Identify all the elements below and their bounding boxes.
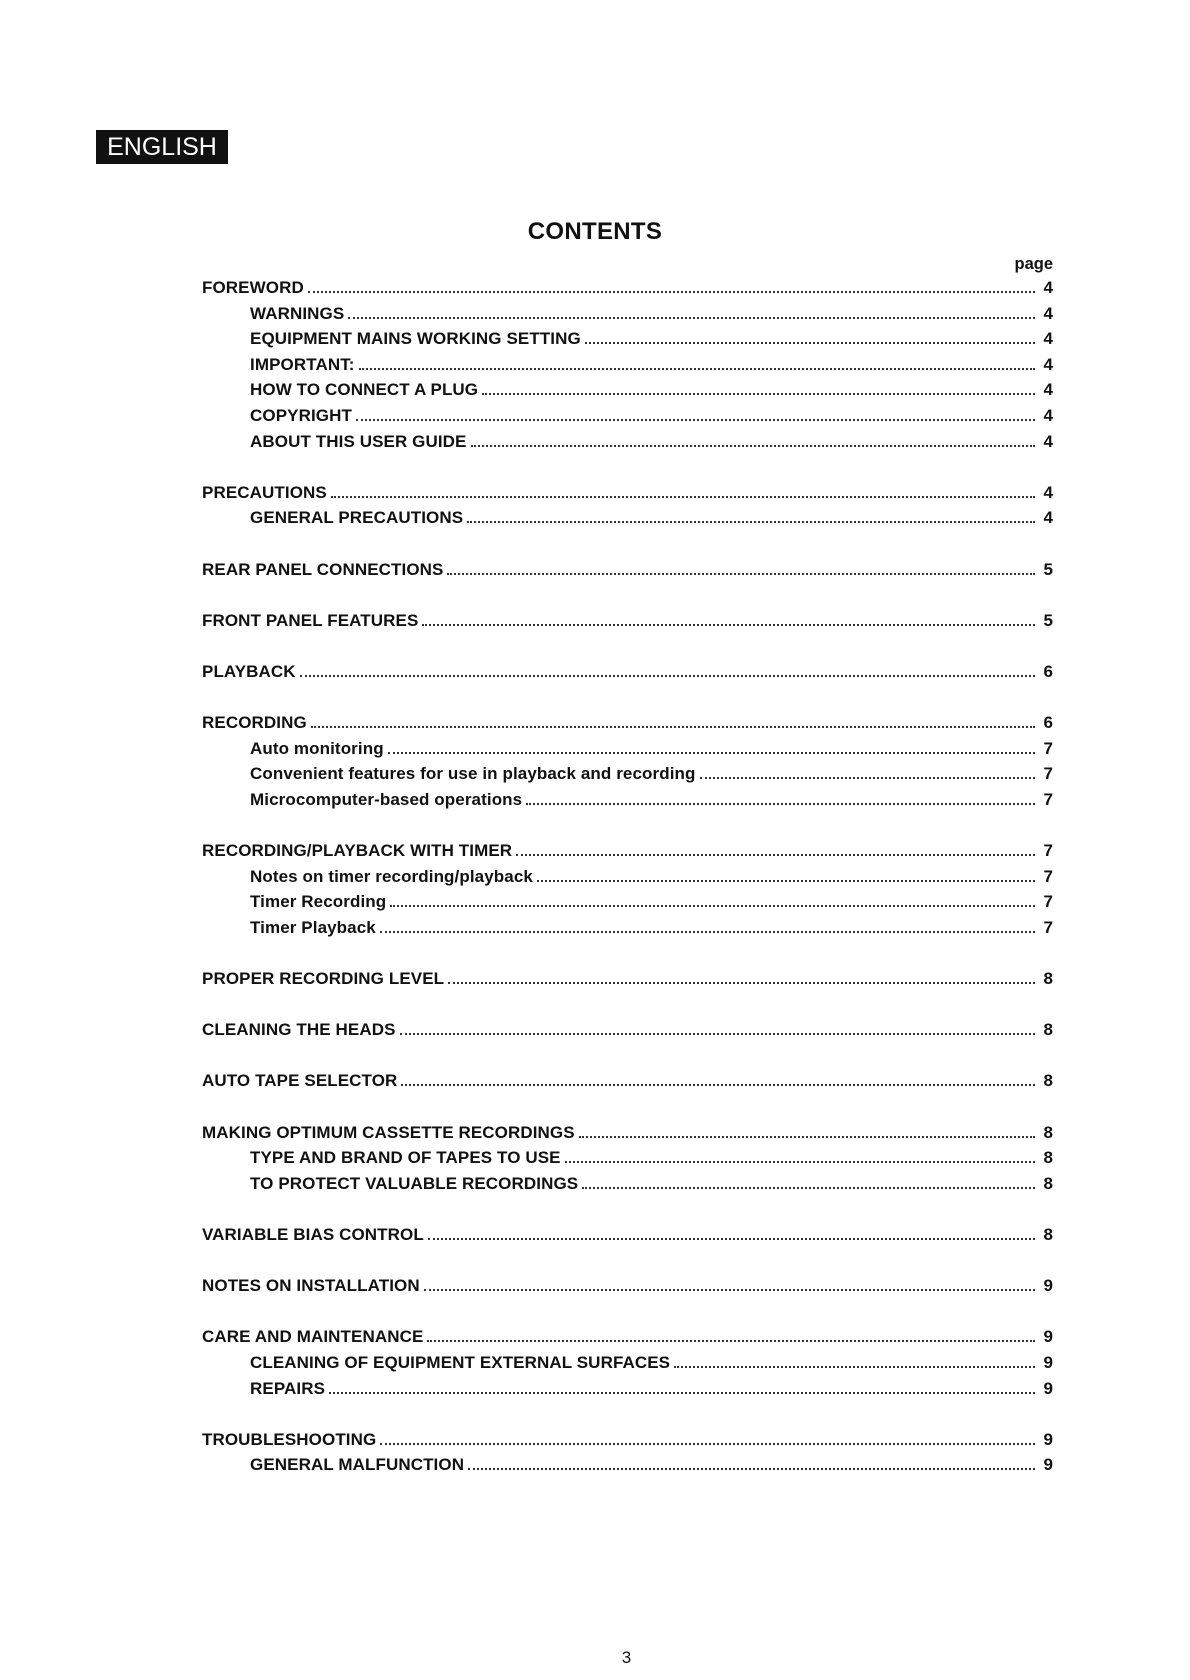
toc-entry[interactable] bbox=[202, 560, 1053, 586]
toc-spacer bbox=[202, 815, 1053, 841]
toc-entry-label: Timer Recording bbox=[250, 892, 387, 912]
toc-entry-page: 4 bbox=[1043, 482, 1053, 502]
toc-entry-label: AUTO TAPE SELECTOR bbox=[202, 1071, 398, 1091]
toc-entry-page: 9 bbox=[1043, 1455, 1053, 1475]
toc-entry-label: Timer Playback bbox=[250, 917, 376, 937]
toc-entry[interactable] bbox=[202, 1430, 1053, 1456]
toc-entry-page: 8 bbox=[1043, 1122, 1053, 1142]
toc-entry[interactable] bbox=[202, 1123, 1053, 1149]
toc-entry-label: FRONT PANEL FEATURES bbox=[202, 610, 419, 630]
toc-subentry[interactable] bbox=[202, 1353, 1053, 1379]
toc-subentry[interactable] bbox=[202, 1148, 1053, 1174]
dot-leader bbox=[700, 777, 1035, 779]
toc-entry-label: Auto monitoring bbox=[250, 738, 384, 758]
dot-leader bbox=[471, 445, 1035, 447]
dot-leader bbox=[424, 1289, 1035, 1291]
toc-spacer bbox=[202, 534, 1053, 560]
toc-entry-label: NOTES ON INSTALLATION bbox=[202, 1276, 420, 1296]
toc-subentry[interactable] bbox=[202, 739, 1053, 765]
dot-leader bbox=[537, 880, 1035, 882]
toc-entry[interactable] bbox=[202, 1276, 1053, 1302]
toc-entry[interactable] bbox=[202, 483, 1053, 509]
toc-entry-page: 4 bbox=[1043, 354, 1053, 374]
dot-leader bbox=[359, 368, 1035, 370]
dot-leader bbox=[467, 521, 1035, 523]
dot-leader bbox=[380, 1443, 1035, 1445]
dot-leader bbox=[585, 342, 1035, 344]
toc-entry[interactable] bbox=[202, 278, 1053, 304]
toc-entry[interactable] bbox=[202, 841, 1053, 867]
toc-subentry[interactable] bbox=[202, 1455, 1053, 1481]
toc-entry-page: 4 bbox=[1043, 405, 1053, 425]
toc-entry-page: 9 bbox=[1043, 1327, 1053, 1347]
toc-subentry[interactable] bbox=[202, 764, 1053, 790]
dot-leader bbox=[448, 982, 1035, 984]
dot-leader bbox=[674, 1366, 1035, 1368]
dot-leader bbox=[329, 1392, 1035, 1394]
toc-entry-page: 8 bbox=[1043, 1224, 1053, 1244]
toc-entry[interactable] bbox=[202, 662, 1053, 688]
toc-subentry[interactable] bbox=[202, 380, 1053, 406]
dot-leader bbox=[516, 854, 1035, 856]
toc-entry-label: ABOUT THIS USER GUIDE bbox=[250, 431, 467, 451]
toc-entry-label: FOREWORD bbox=[202, 278, 304, 297]
toc-entry[interactable] bbox=[202, 1327, 1053, 1353]
dot-leader bbox=[380, 931, 1035, 933]
toc-subentry[interactable] bbox=[202, 790, 1053, 816]
dot-leader bbox=[400, 1033, 1035, 1035]
toc-subentry[interactable] bbox=[202, 1379, 1053, 1405]
dot-leader bbox=[447, 573, 1035, 575]
toc-spacer bbox=[202, 1404, 1053, 1430]
toc-entry-label: TO PROTECT VALUABLE RECORDINGS bbox=[250, 1173, 579, 1193]
toc-spacer bbox=[202, 995, 1053, 1021]
dot-leader bbox=[565, 1161, 1035, 1163]
toc-entry-page: 4 bbox=[1043, 508, 1053, 528]
toc-entry-label: TROUBLESHOOTING bbox=[202, 1429, 377, 1449]
toc-entry-page: 7 bbox=[1043, 917, 1053, 937]
dot-leader bbox=[582, 1187, 1035, 1189]
page-number: 3 bbox=[621, 1648, 632, 1667]
toc-entry-page: 7 bbox=[1043, 841, 1053, 861]
toc-entry-label: Notes on timer recording/playback bbox=[250, 866, 533, 886]
toc-entry-page: 5 bbox=[1043, 610, 1053, 630]
toc-entry-label: VARIABLE BIAS CONTROL bbox=[202, 1224, 424, 1244]
dot-leader bbox=[356, 419, 1035, 421]
toc-entry-label: COPYRIGHT bbox=[250, 405, 352, 425]
dot-leader bbox=[401, 1084, 1035, 1086]
toc-entry-label: IMPORTANT: bbox=[250, 354, 355, 374]
toc-spacer bbox=[202, 1302, 1053, 1328]
toc-entry-page: 8 bbox=[1043, 1020, 1053, 1040]
toc-entry-page: 4 bbox=[1043, 431, 1053, 451]
toc-entry-label: HOW TO CONNECT A PLUG bbox=[250, 380, 479, 400]
toc-entry-page: 9 bbox=[1043, 1276, 1053, 1296]
toc-entry-page: 4 bbox=[1043, 303, 1053, 323]
toc-entry-label: MAKING OPTIMUM CASSETTE RECORDINGS bbox=[202, 1122, 575, 1142]
toc-entry-label: RECORDING/PLAYBACK WITH TIMER bbox=[202, 841, 513, 861]
toc-entry-page: 7 bbox=[1043, 892, 1053, 912]
toc-entry-label: CARE AND MAINTENANCE bbox=[202, 1327, 424, 1347]
language-badge: ENGLISH bbox=[96, 130, 228, 164]
toc-entry[interactable] bbox=[202, 1225, 1053, 1251]
toc-entry-label: WARNINGS bbox=[250, 303, 345, 323]
dot-leader bbox=[308, 291, 1035, 293]
toc-spacer bbox=[202, 636, 1053, 662]
toc-subentry[interactable] bbox=[202, 918, 1053, 944]
toc-entry-label: Convenient features for use in playback and recording bbox=[250, 764, 696, 784]
page-title: CONTENTS bbox=[527, 218, 663, 245]
dot-leader bbox=[311, 726, 1035, 728]
toc-entry-label: REPAIRS bbox=[250, 1378, 326, 1398]
toc-entry-label: RECORDING bbox=[202, 713, 307, 733]
toc-entry-page: 4 bbox=[1043, 329, 1053, 349]
toc-entry-label: EQUIPMENT MAINS WORKING SETTING bbox=[250, 329, 581, 349]
toc-entry-label: CLEANING OF EQUIPMENT EXTERNAL SURFACES bbox=[250, 1352, 671, 1372]
toc-spacer bbox=[202, 1097, 1053, 1123]
toc-entry-label: PRECAUTIONS bbox=[202, 482, 327, 502]
toc-spacer bbox=[202, 1199, 1053, 1225]
toc-entry-label: REAR PANEL CONNECTIONS bbox=[202, 559, 444, 579]
toc-subentry[interactable] bbox=[202, 304, 1053, 330]
toc-entry-page: 7 bbox=[1043, 789, 1053, 809]
dot-leader bbox=[348, 317, 1035, 319]
toc-entry-page: 4 bbox=[1043, 278, 1053, 297]
toc-entry-page: 7 bbox=[1043, 738, 1053, 758]
toc-spacer bbox=[202, 585, 1053, 611]
toc-entry-label: CLEANING THE HEADS bbox=[202, 1020, 396, 1040]
toc-spacer bbox=[202, 1251, 1053, 1277]
toc-entry[interactable] bbox=[202, 611, 1053, 637]
toc-entry-page: 8 bbox=[1043, 1148, 1053, 1168]
dot-leader bbox=[331, 496, 1035, 498]
toc-entry-page: 5 bbox=[1043, 559, 1053, 579]
toc-entry-page: 8 bbox=[1043, 1173, 1053, 1193]
toc-subentry[interactable] bbox=[202, 1174, 1053, 1200]
toc-entry-page: 7 bbox=[1043, 866, 1053, 886]
dot-leader bbox=[300, 675, 1035, 677]
toc-entry-page: 9 bbox=[1043, 1378, 1053, 1398]
toc-entry-page: 9 bbox=[1043, 1352, 1053, 1372]
toc-spacer bbox=[202, 943, 1053, 969]
toc-entry[interactable] bbox=[202, 969, 1053, 995]
toc-entry-label: GENERAL PRECAUTIONS bbox=[250, 508, 464, 528]
toc-entry-label: PLAYBACK bbox=[202, 661, 296, 681]
toc-entry-page: 9 bbox=[1043, 1429, 1053, 1449]
toc-subentry[interactable] bbox=[202, 867, 1053, 893]
toc-entry[interactable] bbox=[202, 1071, 1053, 1097]
dot-leader bbox=[579, 1136, 1035, 1138]
toc-entry-page: 4 bbox=[1043, 380, 1053, 400]
toc-entry-page: 6 bbox=[1043, 713, 1053, 733]
toc-entry-page: 8 bbox=[1043, 969, 1053, 989]
toc-entry-label: Microcomputer-based operations bbox=[250, 789, 523, 809]
toc-entry-label: GENERAL MALFUNCTION bbox=[250, 1455, 465, 1475]
toc-spacer bbox=[202, 1046, 1053, 1072]
toc-entry-label: PROPER RECORDING LEVEL bbox=[202, 969, 445, 989]
dot-leader bbox=[388, 752, 1035, 754]
toc-entry[interactable] bbox=[202, 713, 1053, 739]
dot-leader bbox=[468, 1468, 1035, 1470]
toc-entry-label: TYPE AND BRAND OF TAPES TO USE bbox=[250, 1148, 561, 1168]
toc-spacer bbox=[202, 688, 1053, 714]
toc-entry[interactable] bbox=[202, 1020, 1053, 1046]
toc-entry-page: 8 bbox=[1043, 1071, 1053, 1091]
dot-leader bbox=[390, 905, 1035, 907]
table-of-contents bbox=[202, 278, 1053, 1481]
dot-leader bbox=[428, 1238, 1035, 1240]
toc-subentry[interactable] bbox=[202, 406, 1053, 432]
dot-leader bbox=[482, 393, 1035, 395]
dot-leader bbox=[422, 624, 1035, 626]
toc-subentry[interactable] bbox=[202, 432, 1053, 458]
toc-subentry[interactable] bbox=[202, 329, 1053, 355]
page-column-header: page bbox=[1014, 255, 1053, 273]
toc-entry-page: 6 bbox=[1043, 661, 1053, 681]
toc-subentry[interactable] bbox=[202, 892, 1053, 918]
dot-leader bbox=[427, 1340, 1035, 1342]
dot-leader bbox=[526, 803, 1035, 805]
toc-subentry[interactable] bbox=[202, 355, 1053, 381]
toc-entry-page: 7 bbox=[1043, 764, 1053, 784]
toc-subentry[interactable] bbox=[202, 508, 1053, 534]
toc-spacer bbox=[202, 457, 1053, 483]
